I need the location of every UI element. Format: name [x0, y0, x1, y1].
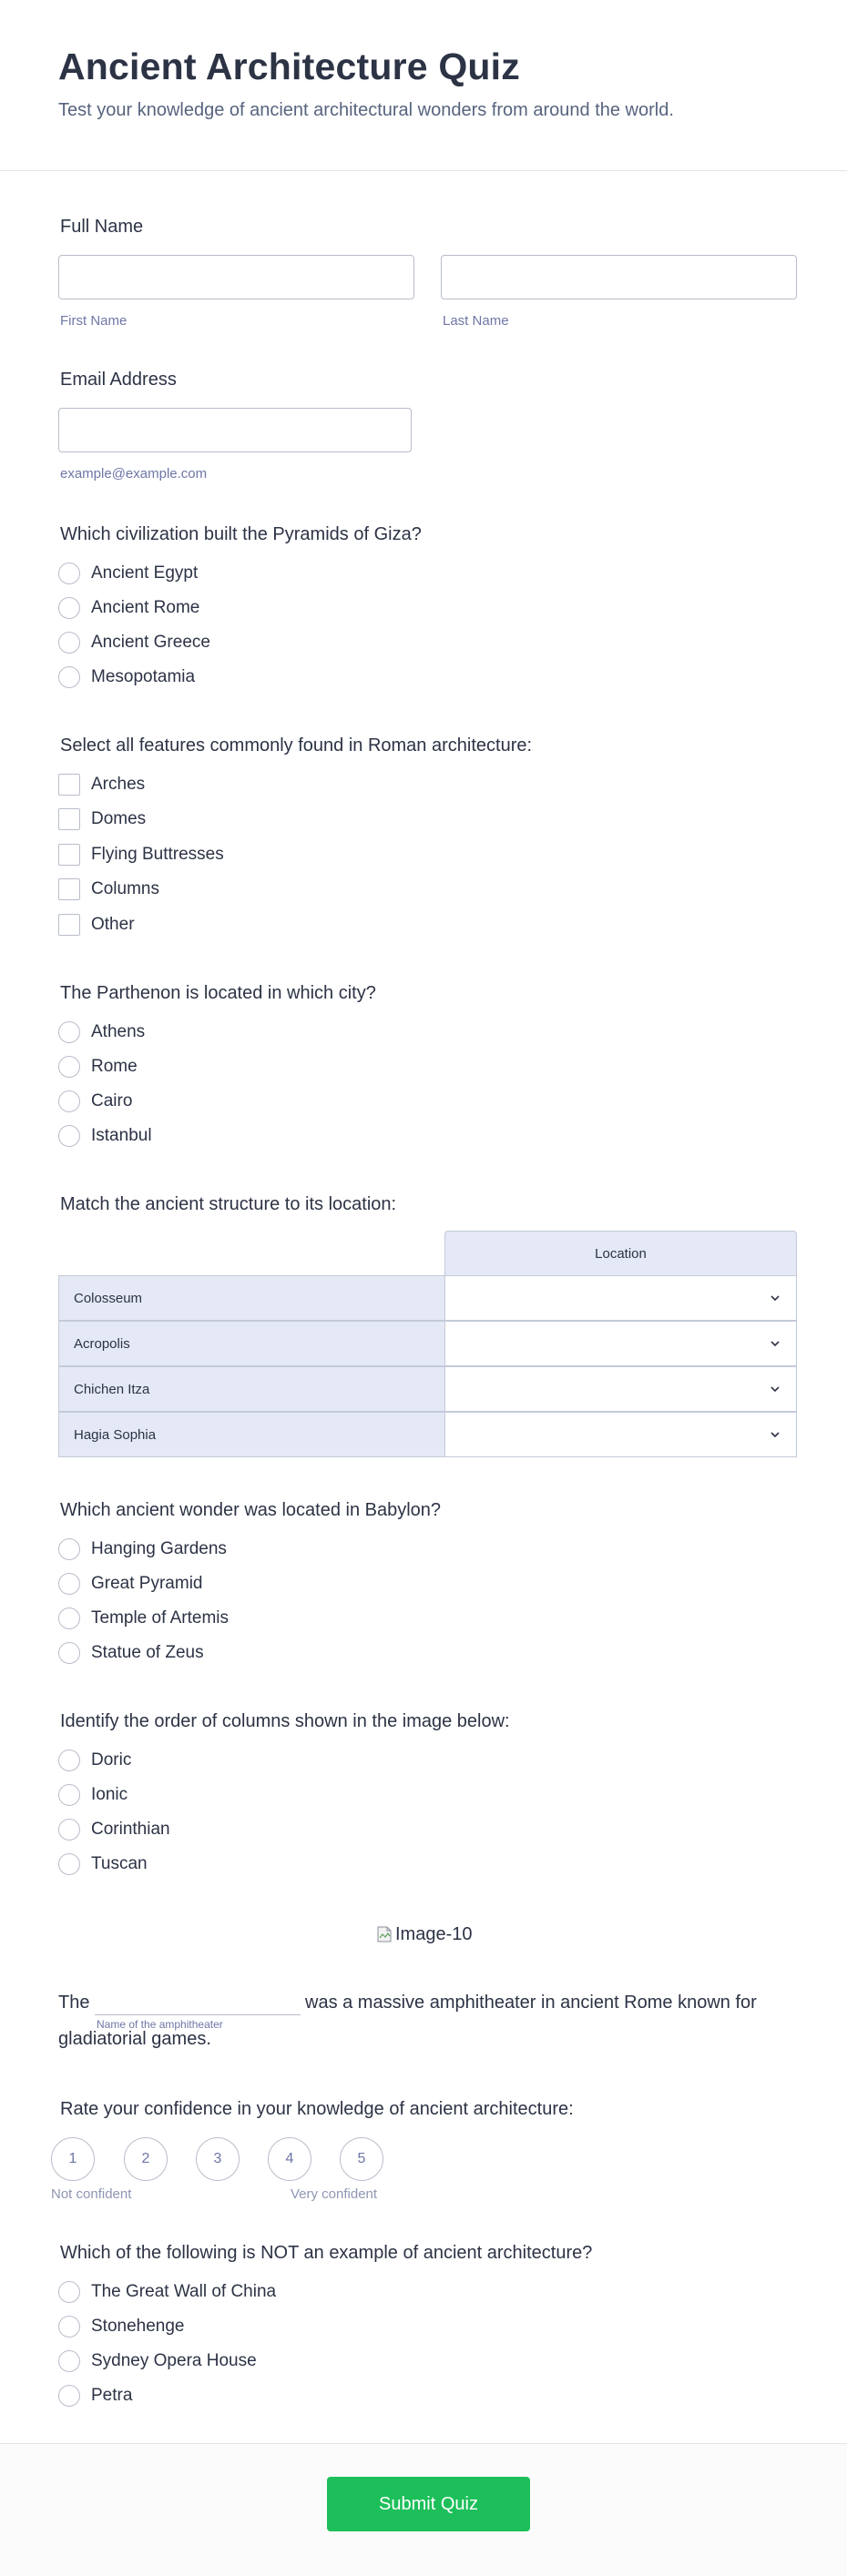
radio-option-stonehenge[interactable]: Stonehenge	[58, 2314, 185, 2339]
matrix-row-hagia-sophia	[58, 1412, 797, 1457]
first-name-input[interactable]	[58, 255, 414, 299]
question-not-ancient-label: Which of the following is NOT an example of ancient architecture?	[60, 2243, 593, 2263]
radio-button[interactable]	[58, 1607, 80, 1629]
blank-underline	[95, 2014, 301, 2015]
radio-option-istanbul[interactable]: Istanbul	[58, 1123, 152, 1149]
radio-option-ionic[interactable]: Ionic	[58, 1782, 128, 1808]
question-parthenon-label: The Parthenon is located in which city?	[60, 983, 376, 1003]
email-input[interactable]	[58, 408, 412, 452]
radio-button[interactable]	[58, 2385, 80, 2407]
question-confidence-label: Rate your confidence in your knowledge of ancient architecture:	[60, 2099, 574, 2119]
page-title: Ancient Architecture Quiz	[58, 46, 520, 87]
radio-button[interactable]	[58, 2281, 80, 2303]
radio-button[interactable]	[58, 632, 80, 654]
radio-option-tuscan[interactable]: Tuscan	[58, 1851, 148, 1877]
checkbox[interactable]	[58, 774, 80, 796]
email-sublabel: example@example.com	[60, 466, 208, 482]
radio-option-doric[interactable]: Doric	[58, 1748, 131, 1773]
question-match-label: Match the ancient structure to its location:	[60, 1194, 397, 1214]
checkbox[interactable]	[58, 808, 80, 830]
radio-option-athens[interactable]: Athens	[58, 1019, 145, 1045]
matrix-column-header: Location	[444, 1231, 797, 1276]
radio-button[interactable]	[58, 2316, 80, 2338]
fill-blank-text-after: was a massive amphitheater in ancient Rome known for	[305, 1993, 757, 2013]
radio-option-ancient-greece[interactable]: Ancient Greece	[58, 630, 210, 655]
broken-image-icon	[376, 1925, 393, 1943]
question-pyramids-label: Which civilization built the Pyramids of Giza?	[60, 524, 422, 544]
location-dropdown-hagia-sophia[interactable]	[444, 1412, 797, 1457]
full-name-label: Full Name	[60, 217, 144, 237]
matrix-row-label: Colosseum	[58, 1275, 445, 1321]
question-column-order-label: Identify the order of columns shown in the image below:	[60, 1711, 510, 1731]
radio-option-great-pyramid[interactable]: Great Pyramid	[58, 1571, 202, 1597]
radio-option-mesopotamia[interactable]: Mesopotamia	[58, 664, 195, 690]
radio-button[interactable]	[58, 1642, 80, 1664]
radio-button[interactable]	[58, 1749, 80, 1771]
matrix-row-acropolis	[58, 1321, 797, 1366]
radio-button[interactable]	[58, 1538, 80, 1560]
blank-hint: Name of the amphitheater	[97, 2018, 223, 2031]
radio-button[interactable]	[58, 1784, 80, 1806]
scale-option-3[interactable]: 3	[196, 2137, 240, 2181]
last-name-input[interactable]	[441, 255, 797, 299]
scale-min-caption: Not confident	[51, 2186, 132, 2202]
radio-option-statue-of-zeus[interactable]: Statue of Zeus	[58, 1640, 204, 1666]
checkbox-option-columns[interactable]: Columns	[58, 877, 159, 902]
last-name-sublabel: Last Name	[443, 313, 509, 329]
question-roman-features-label: Select all features commonly found in Roman architecture:	[60, 735, 533, 756]
fill-blank-text-before: The	[58, 1993, 90, 2013]
radio-button[interactable]	[58, 597, 80, 619]
radio-button[interactable]	[58, 2350, 80, 2372]
scale-option-5[interactable]: 5	[340, 2137, 383, 2181]
radio-option-corinthian[interactable]: Corinthian	[58, 1817, 170, 1842]
radio-button[interactable]	[58, 1853, 80, 1875]
scale-option-1[interactable]: 1	[51, 2137, 95, 2181]
location-dropdown-chichen-itza[interactable]	[444, 1366, 797, 1412]
submit-quiz-button[interactable]: Submit Quiz	[327, 2477, 530, 2531]
location-dropdown-colosseum[interactable]	[444, 1275, 797, 1321]
radio-option-petra[interactable]: Petra	[58, 2383, 132, 2409]
fill-blank-text-line2: gladiatorial games.	[58, 2029, 211, 2049]
radio-option-ancient-egypt[interactable]: Ancient Egypt	[58, 561, 198, 586]
chevron-down-icon	[769, 1428, 781, 1441]
radio-option-cairo[interactable]: Cairo	[58, 1089, 132, 1114]
amphitheater-name-input[interactable]	[95, 1989, 301, 2014]
checkbox-option-arches[interactable]: Arches	[58, 772, 145, 797]
radio-option-ancient-rome[interactable]: Ancient Rome	[58, 595, 199, 621]
radio-button[interactable]	[58, 1090, 80, 1112]
first-name-sublabel: First Name	[60, 313, 128, 329]
radio-button[interactable]	[58, 1819, 80, 1841]
form-header	[0, 0, 847, 171]
radio-button[interactable]	[58, 666, 80, 688]
radio-option-rome[interactable]: Rome	[58, 1054, 138, 1080]
checkbox[interactable]	[58, 878, 80, 900]
radio-button[interactable]	[58, 1125, 80, 1147]
radio-button[interactable]	[58, 1573, 80, 1595]
checkbox-option-domes[interactable]: Domes	[58, 806, 146, 832]
chevron-down-icon	[769, 1337, 781, 1350]
chevron-down-icon	[769, 1292, 781, 1304]
checkbox-option-other[interactable]: Other	[58, 912, 135, 938]
page-subtitle: Test your knowledge of ancient architectural wonders from around the world.	[58, 100, 674, 120]
radio-button[interactable]	[58, 1056, 80, 1078]
matrix-row-label: Hagia Sophia	[58, 1412, 445, 1457]
checkbox[interactable]	[58, 844, 80, 866]
radio-option-hanging-gardens[interactable]: Hanging Gardens	[58, 1536, 227, 1562]
matrix-row-label: Chichen Itza	[58, 1366, 445, 1412]
radio-option-temple-of-artemis[interactable]: Temple of Artemis	[58, 1606, 229, 1631]
email-label: Email Address	[60, 370, 177, 390]
matrix-row-colosseum	[58, 1275, 797, 1321]
checkbox[interactable]	[58, 914, 80, 936]
scale-option-2[interactable]: 2	[124, 2137, 168, 2181]
checkbox-option-flying-buttresses[interactable]: Flying Buttresses	[58, 842, 224, 867]
scale-option-4[interactable]: 4	[268, 2137, 311, 2181]
matrix-row-label: Acropolis	[58, 1321, 445, 1366]
broken-image-placeholder	[376, 1921, 473, 1948]
location-dropdown-acropolis[interactable]	[444, 1321, 797, 1366]
radio-button[interactable]	[58, 563, 80, 584]
radio-button[interactable]	[58, 1021, 80, 1043]
image-alt-text: Image-10	[395, 1923, 473, 1944]
scale-max-caption: Very confident	[291, 2186, 378, 2202]
radio-option-great-wall[interactable]: The Great Wall of China	[58, 2279, 276, 2305]
chevron-down-icon	[769, 1383, 781, 1395]
matrix-row-chichen-itza	[58, 1366, 797, 1412]
radio-option-sydney-opera-house[interactable]: Sydney Opera House	[58, 2348, 257, 2374]
question-babylon-label: Which ancient wonder was located in Babylon?	[60, 1500, 442, 1520]
